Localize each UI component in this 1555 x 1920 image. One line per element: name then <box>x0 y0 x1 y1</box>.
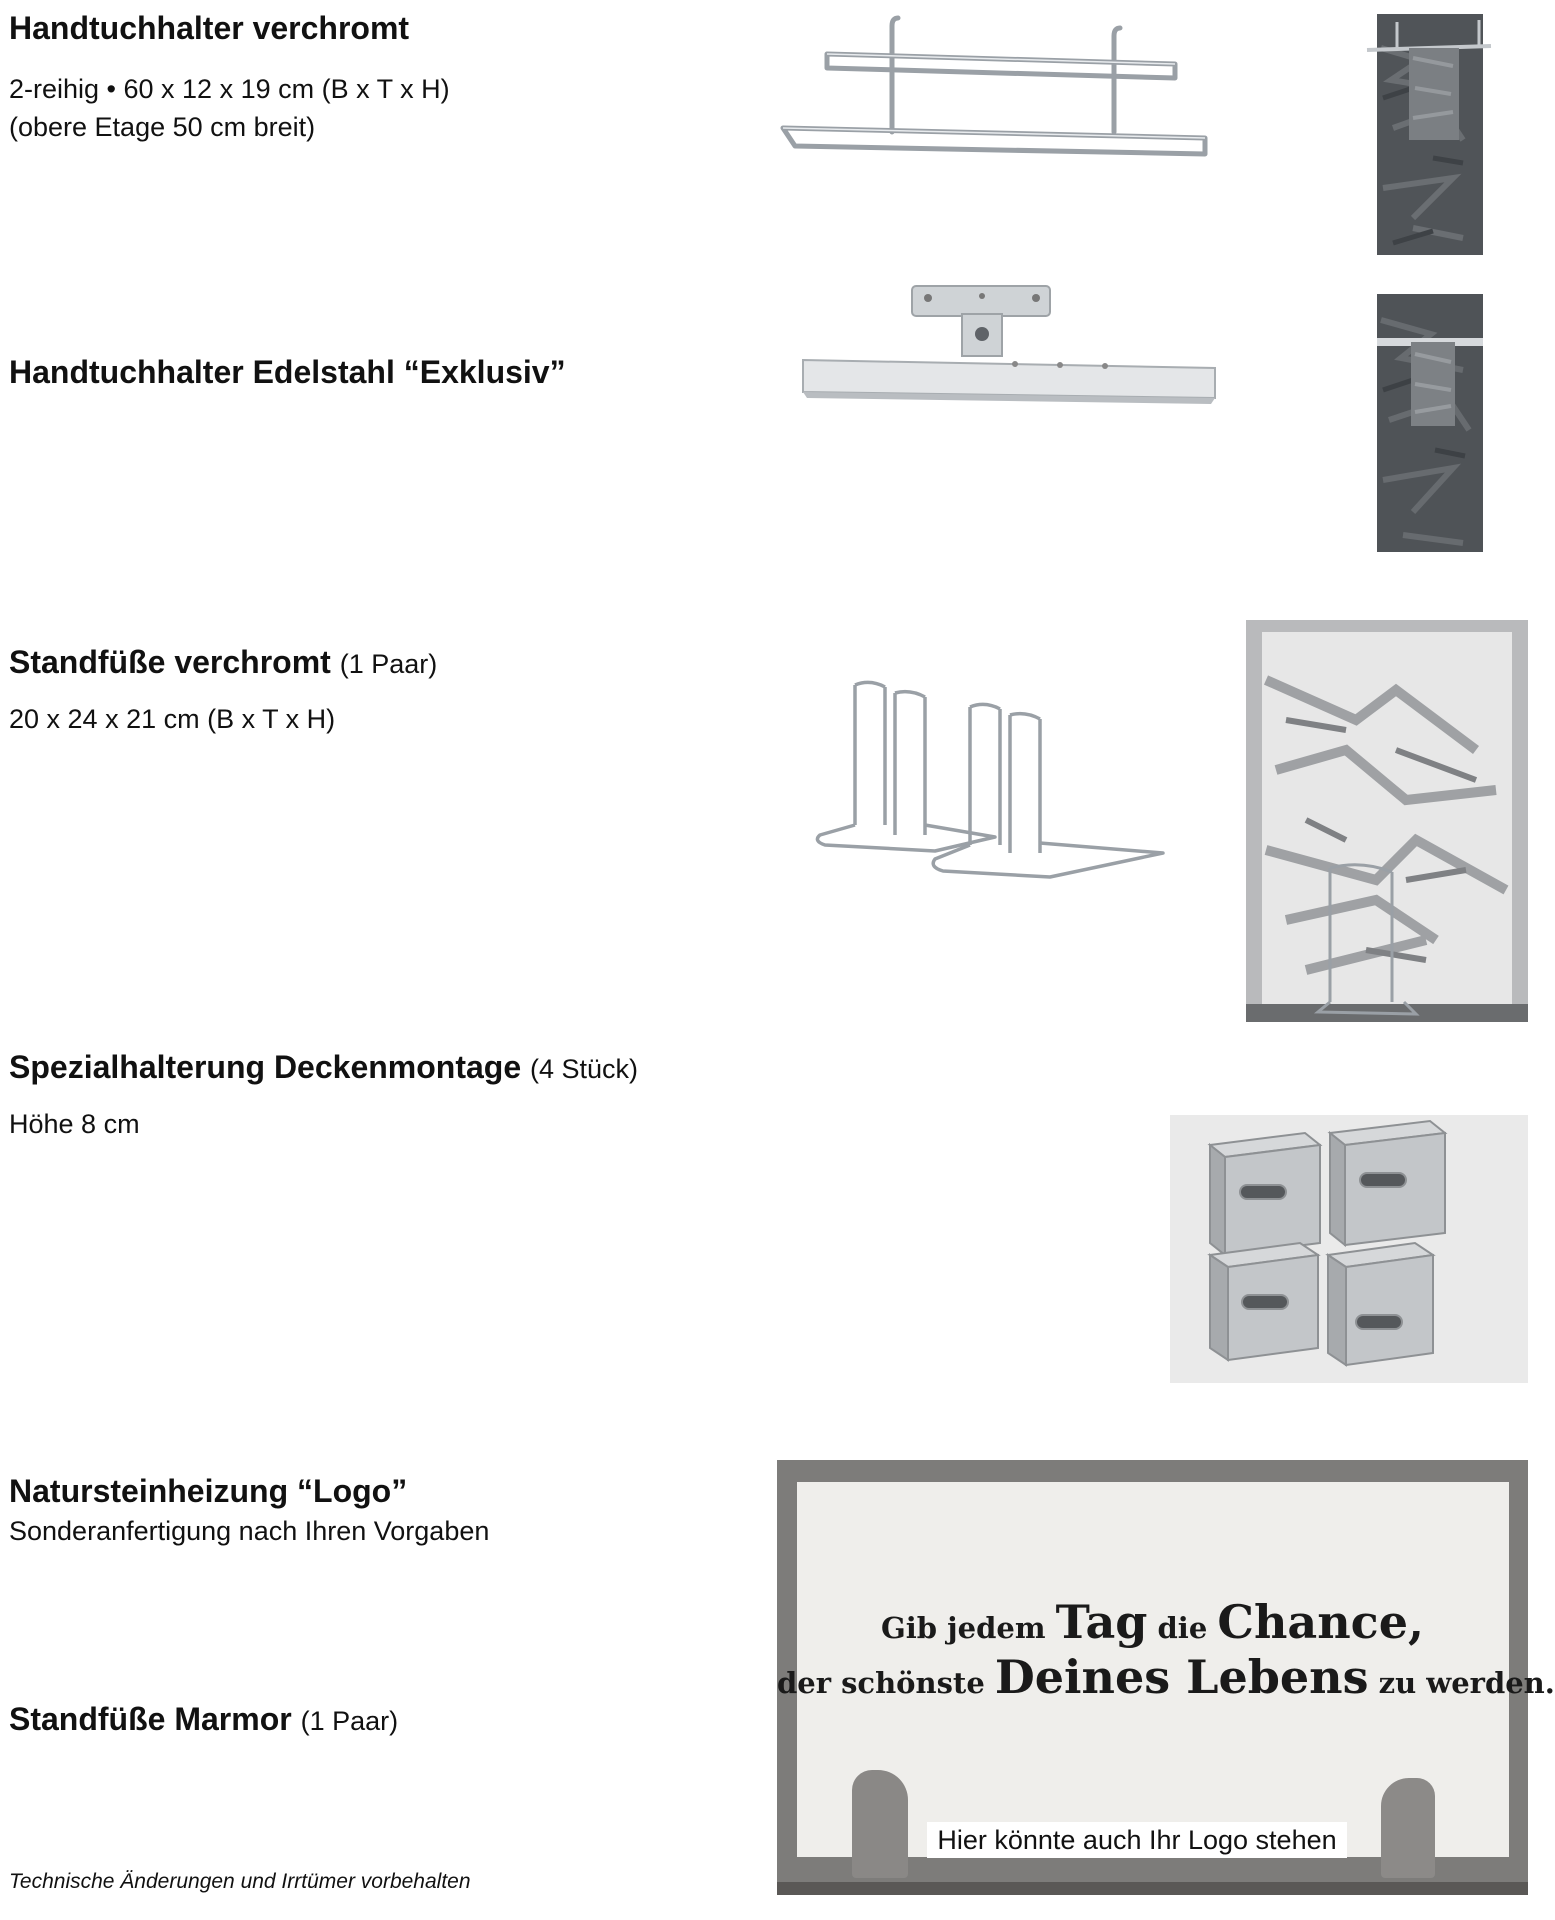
marble-foot-right <box>1381 1778 1435 1878</box>
ceiling-mount-brackets-image <box>1170 1115 1528 1383</box>
item-title-stone-heater-logo: Natursteinheizung “Logo” <box>9 1473 408 1509</box>
quantity-note: (1 Paar) <box>339 649 438 679</box>
item-spec-line: Sonderanfertigung nach Ihren Vorgaben <box>9 1516 490 1546</box>
item-spec-line: 20 x 24 x 21 cm (B x T x H) <box>9 704 336 734</box>
item-spec-line: 2-reihig • 60 x 12 x 19 cm (B x T x H) <box>9 74 450 104</box>
marble-foot-left <box>852 1770 908 1878</box>
footer-disclaimer: Technische Änderungen und Irrtümer vorbehalten <box>9 1870 471 1893</box>
logo-panel-image <box>777 1460 1555 1895</box>
item-title-towel-rail-chrome: Handtuchhalter verchromt <box>9 10 410 46</box>
stand-feet-chrome-image <box>785 675 1170 900</box>
marble-panel-on-stand-image <box>1246 620 1528 1022</box>
item-spec-line: Höhe 8 cm <box>9 1109 140 1139</box>
towel-rail-chrome-image <box>775 10 1235 170</box>
item-title-ceiling-mount: Spezialhalterung Deckenmontage (4 Stück) <box>9 1049 639 1085</box>
item-title-stand-feet-marble: Standfüße Marmor (1 Paar) <box>9 1701 399 1737</box>
panel-quote-line-2: der schönste Deines Lebens zu werden. <box>777 1650 1555 1704</box>
item-spec-line: (obere Etage 50 cm breit) <box>9 112 316 142</box>
item-title-towel-rail-steel-exclusive: Handtuchhalter Edelstahl “Exklusiv” <box>9 354 566 390</box>
towel-rail-steel-image <box>795 280 1225 410</box>
quantity-note: (1 Paar) <box>300 1706 399 1736</box>
item-title-stand-feet-chrome: Standfüße verchromt (1 Paar) <box>9 644 438 680</box>
logo-placeholder-label: Hier könnte auch Ihr Logo stehen <box>927 1822 1347 1858</box>
quantity-note: (4 Stück) <box>530 1054 639 1084</box>
shelf-surface <box>777 1882 1528 1895</box>
panel-quote-line-1: Gib jedem Tag die Chance, <box>881 1595 1424 1649</box>
stone-heater-with-steel-bar-image <box>1353 290 1495 560</box>
stone-heater-with-towel-image <box>1353 8 1495 263</box>
